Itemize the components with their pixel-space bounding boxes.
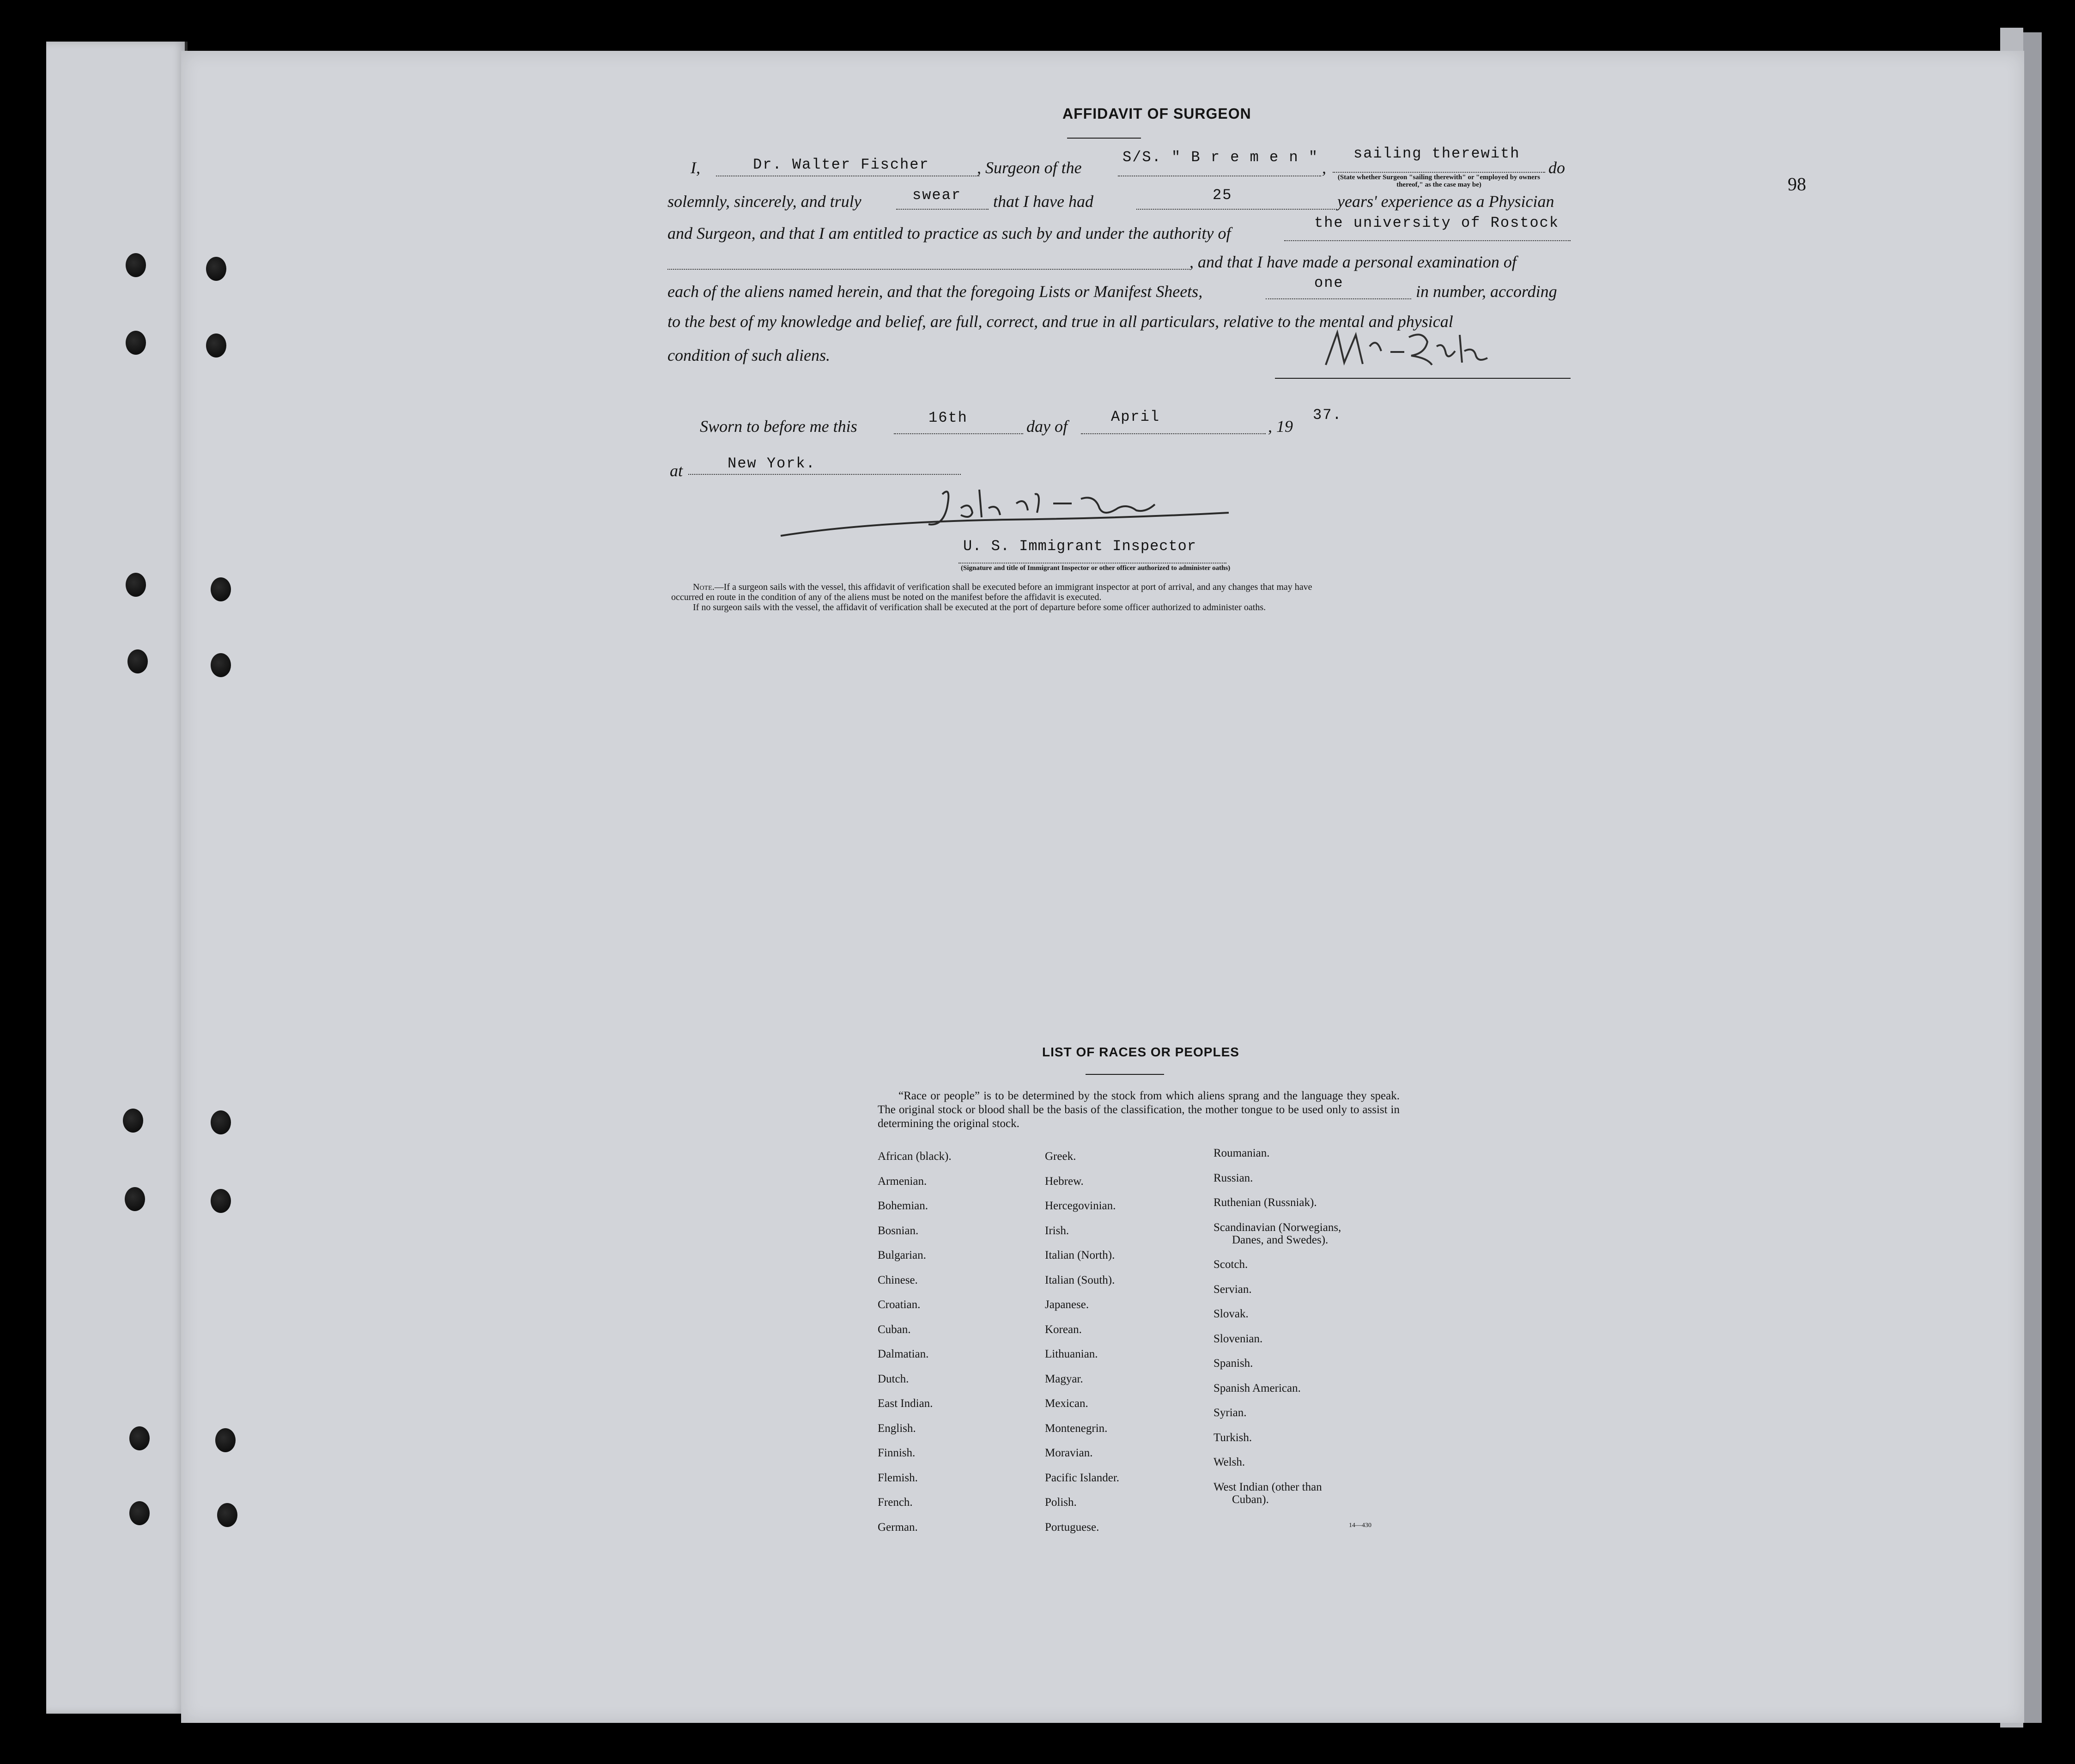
race-item: Portuguese. — [1045, 1521, 1099, 1534]
race-item: Russian. — [1213, 1171, 1253, 1184]
surgeon-signature-line — [1275, 378, 1571, 379]
punch-hole — [211, 653, 231, 677]
punch-hole — [215, 1428, 236, 1452]
day-of-label: day of — [1026, 417, 1068, 436]
race-item: Mexican. — [1045, 1397, 1088, 1410]
note-line-2: occurred en route in the condition of any of the aliens must be noted on the manifest before the affidavit is executed. — [671, 592, 1102, 602]
blank-line — [667, 269, 1189, 270]
race-item: Danes, and Swedes). — [1232, 1233, 1329, 1246]
oath-word: swear — [912, 187, 962, 204]
punch-hole — [206, 333, 226, 358]
race-item: Slovenian. — [1213, 1332, 1263, 1345]
race-item: Polish. — [1045, 1496, 1077, 1509]
years-experience: 25 — [1213, 187, 1232, 204]
place-value: New York. — [728, 455, 816, 472]
knowledge-label: to the best of my knowledge and belief, are full, correct, and true in all particulars, relative to the mental and physical — [667, 312, 1453, 331]
title-underline — [1067, 138, 1141, 139]
race-item: Cuban). — [1232, 1493, 1269, 1506]
race-item: West Indian (other than — [1213, 1480, 1322, 1493]
race-item: Korean. — [1045, 1323, 1082, 1336]
race-item: German. — [878, 1521, 918, 1534]
race-item: Bulgarian. — [878, 1249, 926, 1261]
sworn-month: April — [1111, 408, 1160, 425]
sworn-year: 37. — [1313, 406, 1342, 424]
race-item: Lithuanian. — [1045, 1348, 1098, 1360]
punch-hole — [126, 253, 146, 277]
punch-hole — [123, 1109, 143, 1133]
sheet-count: one — [1314, 274, 1344, 291]
note-label: Note. — [693, 582, 715, 592]
races-intro: “Race or people” is to be determined by the stock from which aliens sprang and the language they speak. The original stock or blood shall be the basis of the classification, the mother tongue to be used only to assist in determining the original stock. — [878, 1090, 1400, 1130]
blank-line — [1266, 298, 1411, 299]
note-line-3: If no surgeon sails with the vessel, the affidavit of verification shall be executed at the port of departure before some officer authorized to administer oaths. — [693, 602, 1266, 612]
races-title: LIST OF RACES OR PEOPLES — [1042, 1045, 1239, 1059]
number-according-label: in number, according — [1416, 282, 1557, 301]
role-note: (State whether Surgeon "sailing therewith" or "employed by owners thereof," as the case may be) — [1337, 174, 1541, 188]
punch-hole — [211, 1189, 231, 1213]
race-item: Japanese. — [1045, 1298, 1089, 1311]
blank-line — [896, 209, 989, 210]
race-item: Spanish American. — [1213, 1382, 1301, 1394]
blank-line — [894, 433, 1023, 434]
race-item: Hebrew. — [1045, 1175, 1084, 1188]
punch-hole — [211, 1110, 231, 1134]
entitled-label: and Surgeon, and that I am entitled to practice as such by and under the authority of — [667, 224, 1231, 242]
race-item: Bohemian. — [878, 1200, 928, 1212]
punch-hole — [126, 573, 146, 597]
place-label: at — [670, 461, 683, 480]
punch-hole — [126, 331, 146, 355]
race-item: Cuban. — [878, 1323, 911, 1336]
inspector-title: U. S. Immigrant Inspector — [963, 538, 1197, 555]
blank-line — [1333, 172, 1545, 173]
year-prefix: , 19 — [1268, 417, 1293, 436]
do-label: do — [1548, 158, 1565, 177]
inspector-caption: (Signature and title of Immigrant Inspector or other officer authorized to administer oaths) — [961, 564, 1231, 572]
race-item: Scotch. — [1213, 1258, 1248, 1271]
blank-line — [959, 563, 1226, 564]
race-item: Flemish. — [878, 1471, 918, 1484]
race-item: Hercegovinian. — [1045, 1200, 1116, 1212]
race-item: Bosnian. — [878, 1224, 919, 1237]
race-item: Servian. — [1213, 1283, 1252, 1296]
race-item: Turkish. — [1213, 1431, 1252, 1444]
race-item: English. — [878, 1422, 916, 1435]
punch-hole — [127, 649, 148, 673]
blank-line — [1284, 240, 1571, 241]
note-text-1: —If a surgeon sails with the vessel, this affidavit of verification shall be executed before an immigrant inspector at port of arrival, and any changes that may have — [714, 582, 1312, 592]
punch-hole — [129, 1426, 150, 1450]
race-item: Slovak. — [1213, 1308, 1249, 1320]
race-item: Armenian. — [878, 1175, 927, 1188]
ship-name: S/S. " B r e m e n " — [1122, 149, 1319, 166]
race-item: Ruthenian (Russniak). — [1213, 1196, 1317, 1209]
form-number: 14—430 — [1349, 1522, 1371, 1529]
race-item: Magyar. — [1045, 1372, 1083, 1385]
race-item: Pacific Islander. — [1045, 1471, 1120, 1484]
sworn-label: Sworn to before me this — [700, 417, 857, 436]
inspector-signature — [776, 476, 1238, 545]
race-item: East Indian. — [878, 1397, 933, 1410]
licensing-authority: the university of Rostock — [1314, 214, 1559, 231]
race-item: Montenegrin. — [1045, 1422, 1108, 1435]
binder-cover — [46, 42, 188, 1714]
note-line-1 — [693, 582, 1312, 592]
race-item: Syrian. — [1213, 1406, 1247, 1419]
punch-hole — [129, 1501, 150, 1525]
page-edge — [2023, 32, 2042, 1723]
surgeon-signature — [1312, 319, 1534, 379]
race-item: Greek. — [1045, 1150, 1076, 1163]
experience-label: that I have had — [993, 192, 1093, 211]
race-item: Chinese. — [878, 1273, 918, 1286]
punch-hole — [206, 257, 226, 281]
blank-line — [688, 474, 961, 475]
blank-line — [1136, 209, 1335, 210]
race-item: Moravian. — [1045, 1447, 1093, 1459]
race-item: Spanish. — [1213, 1357, 1253, 1370]
punch-hole — [125, 1187, 145, 1211]
affidavit-lead: I, — [691, 158, 700, 177]
page-number: 98 — [1788, 174, 1806, 194]
blank-line — [1081, 433, 1266, 434]
race-item: Finnish. — [878, 1447, 916, 1459]
physician-label: years' experience as a Physician — [1337, 192, 1554, 211]
condition-label: condition of such aliens. — [667, 346, 830, 364]
race-item: Dutch. — [878, 1372, 909, 1385]
examination-label: , and that I have made a personal examination of — [1189, 253, 1517, 271]
races-title-underline — [1086, 1074, 1164, 1075]
race-item: Croatian. — [878, 1298, 921, 1311]
race-item: Irish. — [1045, 1224, 1069, 1237]
surgeon-of-label: , Surgeon of the — [977, 158, 1082, 177]
race-item: Italian (South). — [1045, 1273, 1115, 1286]
manifest-label: each of the aliens named herein, and that the foregoing Lists or Manifest Sheets, — [667, 282, 1203, 301]
comma: , — [1322, 158, 1326, 177]
race-item: Welsh. — [1213, 1456, 1245, 1468]
race-item: French. — [878, 1496, 913, 1509]
race-item: Roumanian. — [1213, 1147, 1270, 1159]
surgeon-role: sailing therewith — [1353, 145, 1520, 162]
sworn-day: 16th — [928, 409, 968, 426]
race-item: Italian (North). — [1045, 1249, 1115, 1261]
race-item: Dalmatian. — [878, 1348, 929, 1360]
punch-hole — [217, 1503, 237, 1527]
punch-hole — [211, 577, 231, 601]
race-item: Scandinavian (Norwegians, — [1213, 1221, 1341, 1234]
solemnly-label: solemnly, sincerely, and truly — [667, 192, 862, 211]
race-item: African (black). — [878, 1150, 952, 1163]
surgeon-name: Dr. Walter Fischer — [753, 156, 929, 173]
affidavit-title: AFFIDAVIT OF SURGEON — [1062, 105, 1251, 122]
